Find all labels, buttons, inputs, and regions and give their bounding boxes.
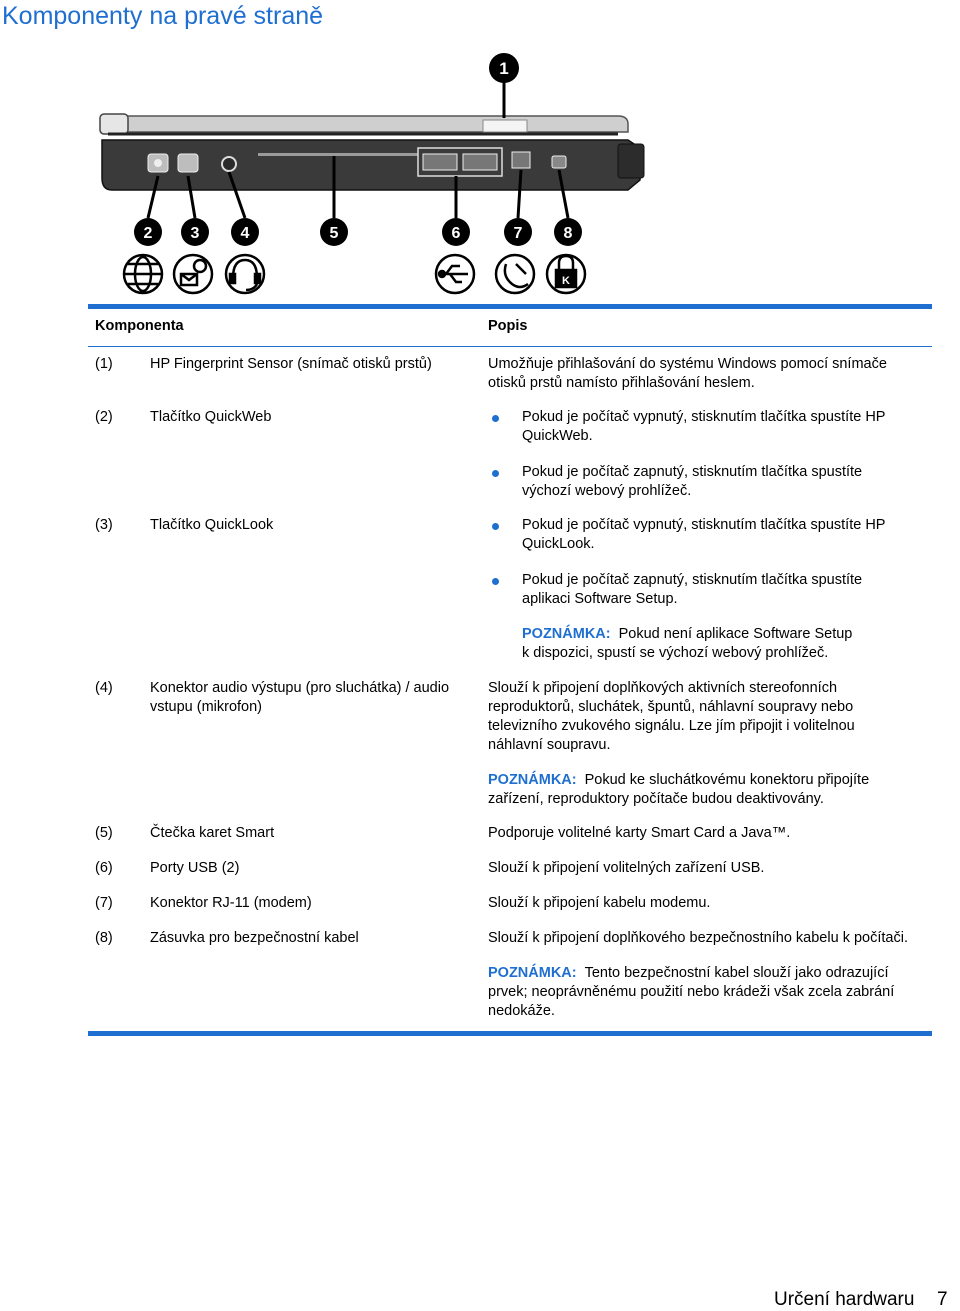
bullet-icon bbox=[492, 523, 499, 530]
row-description: Umožňuje přihlašování do systému Windows pomocí snímače otisků prstů namísto přihlašování heslem. bbox=[488, 356, 887, 391]
row-component-name: Čtečka karet Smart bbox=[150, 825, 275, 841]
row-note: POZNÁMKA: Tento bezpečnostní kabel slouží jako odrazující prvek; neoprávněnému použití nebo krádeži však zcela zabrání nedokáže. bbox=[488, 965, 895, 1019]
quicklook-icon bbox=[174, 255, 212, 293]
callout-number-1: 1 bbox=[499, 59, 509, 78]
headset-icon bbox=[226, 255, 264, 293]
note-label: POZNÁMKA: bbox=[522, 626, 611, 642]
laptop-right-side-figure bbox=[88, 48, 648, 298]
callout-number-3: 3 bbox=[190, 225, 200, 242]
row-number: (5) bbox=[95, 825, 113, 841]
footer-section-title: Určení hardwaru bbox=[774, 1289, 915, 1310]
table-top-rule bbox=[88, 304, 932, 309]
callout-number-7: 7 bbox=[513, 225, 523, 242]
row-component-name: Zásuvka pro bezpečnostní kabel bbox=[150, 930, 359, 946]
callout-number-8: 8 bbox=[563, 225, 573, 242]
bullet-icon bbox=[492, 415, 499, 422]
bullet-icon bbox=[492, 578, 499, 585]
row-note: POZNÁMKA: Pokud není aplikace Software Setup k dispozici, spustí se výchozí webový prohlížeč. bbox=[522, 626, 853, 661]
row-description: Slouží k připojení volitelných zařízení USB. bbox=[488, 860, 765, 876]
note-label: POZNÁMKA: bbox=[488, 772, 577, 788]
row-number: (2) bbox=[95, 409, 113, 425]
modem-icon bbox=[496, 255, 534, 293]
row-bullet-text: Pokud je počítač zapnutý, stisknutím tlačítka spustíte aplikaci Software Setup. bbox=[522, 572, 863, 607]
row-component-name: HP Fingerprint Sensor (snímač otisků prstů) bbox=[150, 356, 432, 372]
row-component-name: Tlačítko QuickWeb bbox=[150, 409, 272, 425]
page-title: Komponenty na pravé straně bbox=[2, 2, 324, 30]
note-label: POZNÁMKA: bbox=[488, 965, 577, 981]
row-bullet-text: Pokud je počítač zapnutý, stisknutím tlačítka spustíte výchozí webový prohlížeč. bbox=[522, 464, 863, 499]
laptop-lid bbox=[100, 114, 628, 134]
row-number: (1) bbox=[95, 356, 113, 372]
globe-icon bbox=[124, 255, 162, 293]
row-number: (3) bbox=[95, 517, 113, 533]
callout-number-4: 4 bbox=[240, 225, 250, 242]
row-note: POZNÁMKA: Pokud ke sluchátkovému konektoru připojíte zařízení, reproduktory počítače budou deaktivovány. bbox=[488, 772, 870, 807]
row-component-name: Porty USB (2) bbox=[150, 860, 240, 876]
column-header-component: Komponenta bbox=[95, 318, 184, 334]
usb-icon bbox=[436, 255, 474, 293]
row-description: Slouží k připojení doplňkových aktivních stereofonních reproduktorů, sluchátek, špuntů, náhlavní soupravy nebo televizního zvukového signálu. Lze jím připojit i volitelnou náhlavní soupravu. bbox=[488, 680, 855, 753]
callout-number-6: 6 bbox=[451, 225, 461, 242]
callout-number-2: 2 bbox=[143, 225, 153, 242]
row-component-name: Konektor audio výstupu (pro sluchátka) / audio vstupu (mikrofon) bbox=[150, 680, 450, 715]
callout-number-5: 5 bbox=[329, 225, 339, 242]
row-component-name: Konektor RJ-11 (modem) bbox=[150, 895, 312, 911]
page-number: 7 bbox=[937, 1289, 948, 1310]
table-bottom-rule bbox=[88, 1031, 932, 1036]
header-rule bbox=[88, 346, 932, 347]
column-header-description: Popis bbox=[488, 318, 528, 334]
row-description: Slouží k připojení doplňkového bezpečnostního kabelu k počítači. bbox=[488, 930, 908, 946]
row-bullet-text: Pokud je počítač vypnutý, stisknutím tlačítka spustíte HP QuickLook. bbox=[522, 517, 886, 552]
lock-icon bbox=[547, 255, 585, 293]
row-description: Podporuje volitelné karty Smart Card a Java™. bbox=[488, 825, 791, 841]
svg-text:K: K bbox=[562, 275, 570, 287]
row-description: Slouží k připojení kabelu modemu. bbox=[488, 895, 711, 911]
row-component-name: Tlačítko QuickLook bbox=[150, 517, 274, 533]
bullet-icon bbox=[492, 470, 499, 477]
row-number: (8) bbox=[95, 930, 113, 946]
row-number: (4) bbox=[95, 680, 113, 696]
row-number: (7) bbox=[95, 895, 113, 911]
row-number: (6) bbox=[95, 860, 113, 876]
row-bullet-text: Pokud je počítač vypnutý, stisknutím tlačítka spustíte HP QuickWeb. bbox=[522, 409, 886, 444]
